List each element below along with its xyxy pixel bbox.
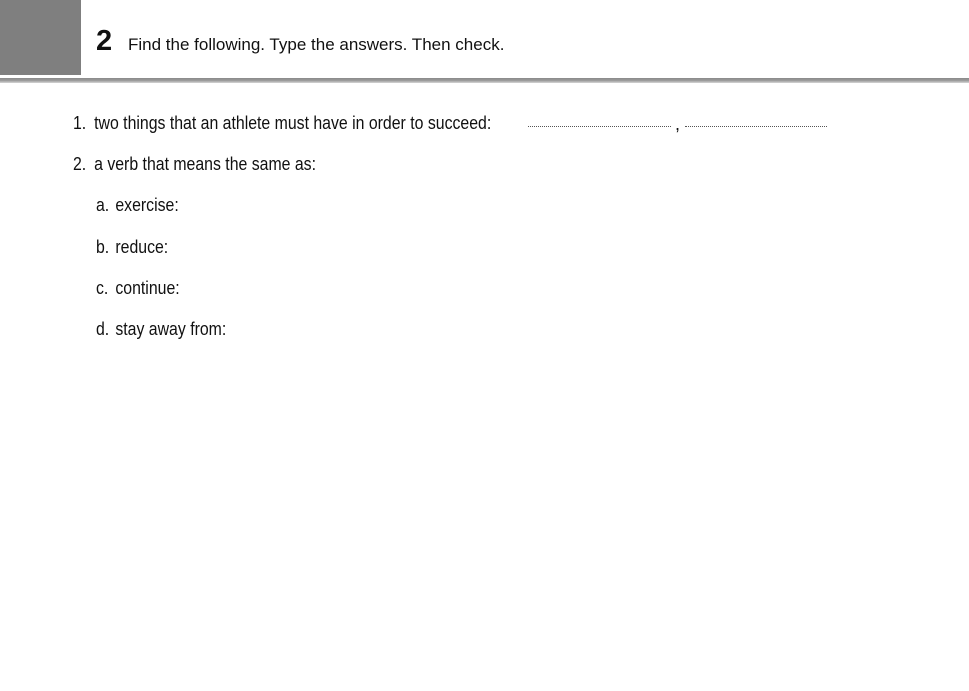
exercise-instruction: Find the following. Type the answers. Then check. bbox=[128, 35, 505, 54]
question-1 bbox=[73, 112, 491, 134]
question-1-number: 1. bbox=[73, 113, 87, 133]
answer-field-1a[interactable] bbox=[528, 126, 671, 127]
sub-item-c-text: continue: bbox=[115, 278, 180, 298]
sub-item-a bbox=[96, 194, 179, 216]
sub-item-c bbox=[96, 277, 180, 299]
sub-item-b bbox=[96, 236, 168, 258]
sub-item-c-letter: c. bbox=[96, 278, 109, 298]
question-1-text: two things that an athlete must have in order to succeed: bbox=[94, 113, 492, 133]
sub-item-d bbox=[96, 318, 226, 340]
sub-item-a-letter: a. bbox=[96, 195, 110, 215]
question-2-number: 2. bbox=[73, 154, 87, 174]
sub-item-b-text: reduce: bbox=[115, 237, 169, 257]
sub-item-a-text: exercise: bbox=[115, 195, 179, 215]
answer-separator: , bbox=[675, 114, 681, 134]
question-2-text: a verb that means the same as: bbox=[94, 154, 317, 174]
answer-field-1b[interactable] bbox=[685, 126, 827, 127]
sub-item-b-letter: b. bbox=[96, 237, 110, 257]
question-2 bbox=[73, 153, 316, 175]
exercise-header bbox=[0, 0, 969, 78]
header-divider bbox=[0, 78, 969, 83]
sub-item-d-text: stay away from: bbox=[115, 319, 227, 339]
exercise-number: 2 bbox=[96, 25, 113, 57]
sub-item-d-letter: d. bbox=[96, 319, 110, 339]
header-gray-block bbox=[0, 0, 81, 75]
